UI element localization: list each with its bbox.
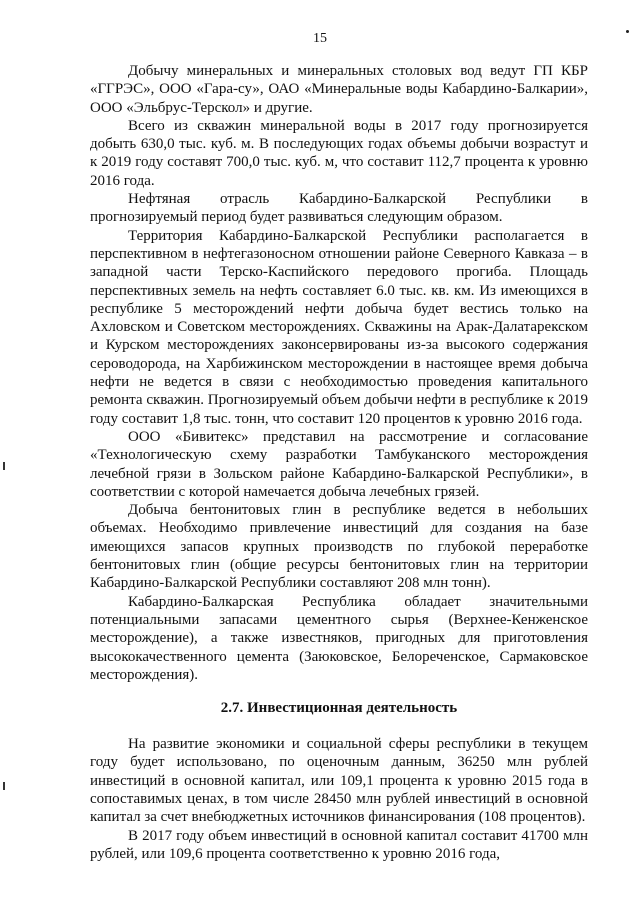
paragraph-mineral-water-producers: Добычу минеральных и минеральных столовых вод ведут ГП КБР «ГГРЭС», ООО «Гара-су», ОАО «Минеральные воды Кабардино-Балкарии», ООО «Эльбрус-Терскол» и другие.: [90, 63, 588, 116]
scan-mark-left-2: [3, 782, 5, 790]
paragraph-bentonite-clay: Добыча бентонитовых глин в республике ведется в небольших объемах. Необходимо привлечение инвестиций для создания на базе имеющихся запасов крупных производств по глубокой переработке бентонитовых глин (общие ресурсы бентонитовых глин на территории Кабардино-Балкарской Республики составляют 208 млн тонн).: [90, 502, 588, 592]
paragraph-oil-industry-intro: Нефтяная отрасль Кабардино-Балкарской Республики в прогнозируемый период будет развиваться следующим образом.: [90, 191, 588, 226]
scan-mark-dot: [626, 30, 629, 33]
section-heading: 2.7. Инвестиционная деятельность: [220, 700, 458, 717]
document-body: [90, 62, 588, 863]
paragraph-investment-2017: В 2017 году объем инвестиций в основной капитал составит 41700 млн рублей, или 109,6 процента соответственно к уровню 2016 года,: [90, 827, 588, 862]
page-number: 15: [313, 31, 327, 46]
paragraph-oil-territory: Территория Кабардино-Балкарской Республики располагается в перспективном в нефтегазоносном отношении районе Северного Кавказа – в западной части Терско-Каспийского передового прогиба. Площадь перспективных земель на нефть составляет 6.0 тыс. кв. км. Из имеющихся в республике 5 месторождений нефти добыча будет вестись только на Ахловском и Советском месторождениях. Скважины на Арак-Далатарекском и Курском месторождениях законсервированы из-за высокого содержания сероводорода, на Харбижинском месторождении в настоящее время добыча нефти не ведется в связи с необходимостью проведения капитального ремонта скважин. Прогнозируемый объем добычи нефти в республике к 2019 году составит 1,8 тыс. тонн, что составит 120 процентов к уровню 2016 года.: [90, 227, 588, 427]
paragraph-mineral-water-forecast: Всего из скважин минеральной воды в 2017 году прогнозируется добыть 630,0 тыс. куб. м. В последующих годах объемы добычи возрастут и к 2019 году составят 700,0 тыс. куб. м, что составит 112,7 процента к уровню 2016 года.: [90, 117, 588, 189]
paragraph-investment-current-year: На развитие экономики и социальной сферы республики в текущем году будет использовано, по оценочным данным, 36250 млн рублей инвестиций в основной капитал, или 109,1 процента к уровню 2015 года в сопоставимых ценах, в том числе 28450 млн рублей инвестиций в основной капитал за счет внебюджетных источников финансирования (108 процентов).: [90, 736, 588, 826]
scan-mark-left-1: [3, 462, 5, 470]
paragraph-cement-raw-materials: Кабардино-Балкарская Республика обладает значительными потенциальными запасами цементного сырья (Верхнее-Кенженское месторождение), а также известняков, пригодных для приготовления высококачественного цемента (Заюковское, Белореченское, Сармаковское месторождения).: [90, 593, 588, 683]
paragraph-therapeutic-mud: ООО «Бивитекс» представил на рассмотрение и согласование «Технологическую схему разработки Тамбуканского месторождения лечебной грязи в Зольском районе Кабардино-Балкарской Республики», в соответствии с которой намечается добыча лечебных грязей.: [90, 428, 588, 500]
